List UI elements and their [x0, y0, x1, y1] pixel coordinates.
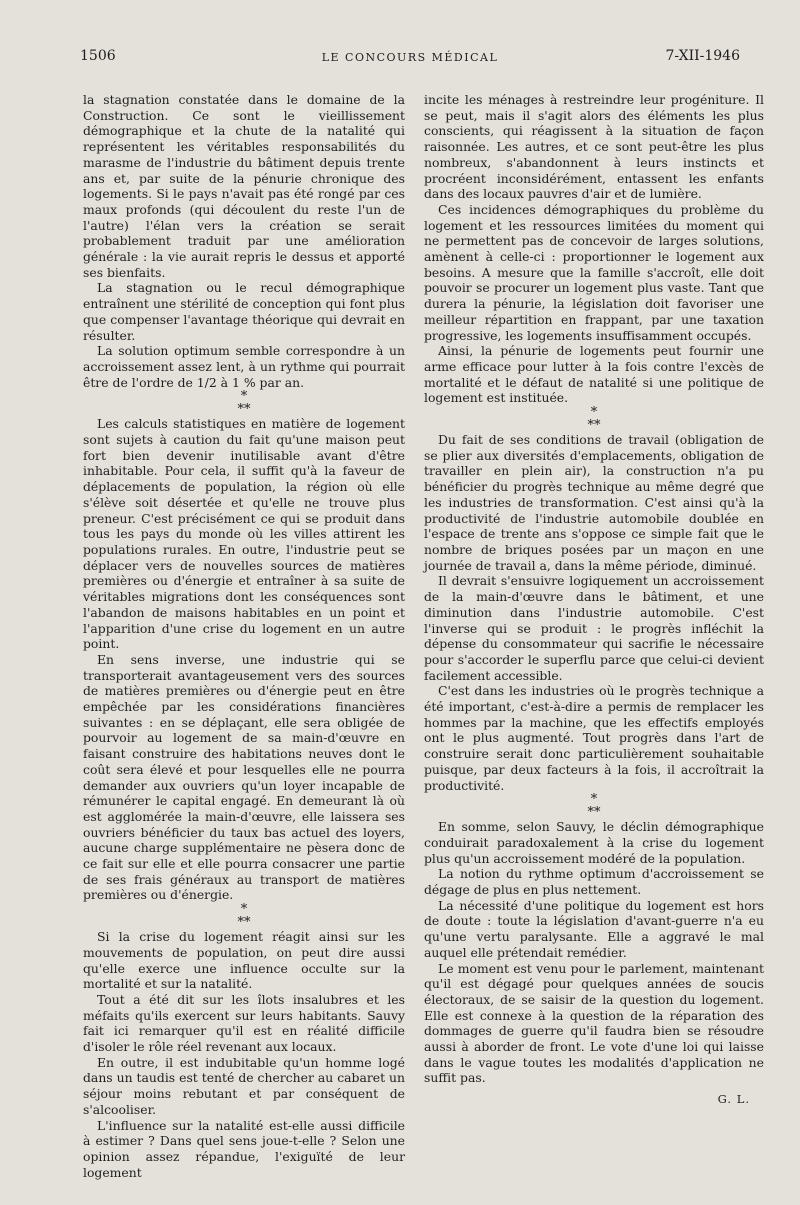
paragraph: Si la crise du logement réagit ainsi sur les mouvements de population, on peut dire aussi qu'elle exerce une influence occulte sur la mortalité et sur la natalité.	[83, 929, 405, 992]
paragraph: Ainsi, la pénurie de logements peut fournir une arme efficace pour lutter à la fois contre l'excès de mortalité et le défaut de natalité si une politique de logement est instituée.	[424, 343, 764, 406]
paragraph: Le moment est venu pour le parlement, maintenant qu'il est dégagé pour quelques années de soucis électoraux, de se saisir de la question du logement. Elle est connexe à la question de la réparation des dommages de guerre qu'il faudra bien se résoudre aussi à aborder de front. Le vote d'une loi qui laisse dans le vague toutes les modalités d'application ne suffit pas.	[424, 960, 764, 1086]
paragraph: La stagnation ou le recul démographique entraînent une stérilité de conception qui font plus que compenser l'avantage théorique qui devrait en résulter.	[83, 280, 405, 343]
journal-title: LE CONCOURS MÉDICAL	[321, 51, 499, 64]
section-separator: * **	[237, 902, 251, 931]
page-number: 1506	[80, 48, 116, 64]
paragraph: Tout a été dit sur les îlots insalubres et les méfaits qu'ils exercent sur leurs habitants. Sauvy fait ici remarquer qu'il est en réalité difficile d'isoler le rôle réel revenant aux locaux.	[83, 991, 405, 1055]
paragraph: C'est dans les industries où le progrès technique a été important, c'est-à-dire a permis de remplacer les hommes par la machine, que les effectifs employés ont le plus augmenté. Tout progrès dans l'art de construire serait donc particulièrement souhaitable puisque, par deux facteurs à la fois, il accroîtrait la productivité.	[424, 683, 764, 793]
paragraph: Du fait de ses conditions de travail (obligation de se plier aux diversités d'emplacements, obligation de travailler en plein air), la construction n'a pu bénéficier du progrès technique au même degré que les industries de transformation. C'est ainsi qu'à la productivité de l'industrie automobile doublée en l'espace de trente ans s'oppose ce simple fait que le nombre de briques posées par un maçon en une journée de travail a, dans la même période, diminué.	[424, 432, 764, 573]
page-header	[80, 48, 740, 68]
paragraph: L'influence sur la natalité est-elle aussi difficile à estimer ? Dans quel sens joue-t-elle ? Selon une opinion assez répandue, l'exiguïté de leur logement	[83, 1117, 405, 1180]
paragraph: La nécessité d'une politique du logement est hors de doute : toute la législation d'avant-guerre n'a eu qu'une vertu paralysante. Elle a aggravé le mal auquel elle prétendait remédier.	[424, 897, 764, 960]
section-separator: * **	[237, 389, 251, 418]
paragraph: En sens inverse, une industrie qui se transporterait avantageusement vers des sources de matières premières ou d'énergie peut en être empêchée par les considérations financières suivantes : en se déplaçant, elle sera obligée de pourvoir au logement de sa main-d'œuvre en faisant construire des habitations neuves dont le coût sera élevé et pour lesquelles elle ne pourra demander aux ouvriers qu'un loyer incapable de rémunérer le capital engagé. En demeurant là où est agglomérée la main-d'œuvre, elle laissera ses ouvriers bénéficier du taux bas actuel des loyers, aucune charge supplémentaire ne pèsera donc de ce fait sur elle et elle pourra consacrer une partie de ses frais généraux au transport de matières premières ou d'énergie.	[83, 651, 405, 903]
paragraph: incite les ménages à restreindre leur progéniture. Il se peut, mais il s'agit alors des éléments les plus conscients, qui réagissent à la situation de façon raisonnée. Les autres, et ce sont peut-être les plus nombreux, s'abandonnent à leurs instincts et procréent inconsidérément, entassent les enfants dans des locaux pauvres d'air et de lumière.	[424, 92, 764, 202]
paragraph: Ces incidences démographiques du problème du logement et les ressources limitées du moment qui ne permettent pas de concevoir de larges solutions, amènent à celle-ci : proportionner le logement aux besoins. A mesure que la famille s'accroît, elle doit pouvoir se procurer un logement plus vaste. Tant que durera la pénurie, la législation doit favoriser une meilleur répartition en frappant, par une taxation progressive, les logements insuffisamment occupés.	[424, 201, 764, 343]
author-signature: G. L.	[717, 1092, 750, 1107]
paragraph: En somme, selon Sauvy, le déclin démographique conduirait paradoxalement à la crise du logement plus qu'un accroissement modéré de la population.	[424, 819, 764, 866]
right-column	[424, 92, 764, 1108]
section-separator: * **	[587, 405, 601, 434]
paragraph: Les calculs statistiques en matière de logement sont sujets à caution du fait qu'une maison peut fort bien devenir inutilisable avant d'être inhabitable. Pour cela, il suffit qu'à la faveur de déplacements de population, la région où elle s'élève soit désertée et qu'elle ne trouve plus preneur. C'est précisément ce qui se produit dans tous les pays du monde où les villes attirent les populations rurales. En outre, l'industrie peut se déplacer vers de nouvelles sources de matières premières ou d'énergie et entraîner à sa suite de véritables migrations dont les conséquences sont l'abandon de maisons habitables en un point et l'apparition d'une crise du logement en un autre point.	[83, 416, 405, 652]
left-column	[83, 92, 405, 1180]
section-separator: * **	[587, 792, 601, 821]
paragraph: la stagnation constatée dans le domaine de la Construction. Ce sont le vieillissement démographique et la chute de la natalité qui représentent les véritables responsabilités du marasme de l'industrie du bâtiment depuis trente ans et, par suite de la pénurie chronique des logements. Si le pays n'avait pas été rongé par ces maux profonds (qui découlent du reste l'un de l'autre) l'élan vers la création se serait probablement traduit par une amélioration générale : la vie aurait repris le dessus et apporté ses bienfaits.	[83, 92, 405, 280]
paragraph: Il devrait s'ensuivre logiquement un accroissement de la main-d'œuvre dans le bâtiment, et une diminution dans l'industrie automobile. C'est l'inverse qui se produit : le progrès infléchit la dépense du consommateur qui sacrifie le nécessaire pour s'accorder le superflu parce que celui-ci devient facilement accessible.	[424, 573, 764, 683]
paragraph: En outre, il est indubitable qu'un homme logé dans un taudis est tenté de chercher au cabaret un séjour moins rebutant et par conséquent de s'alcooliser.	[83, 1054, 405, 1117]
paragraph: La notion du rythme optimum d'accroissement se dégage de plus en plus nettement.	[424, 866, 764, 898]
issue-date: 7-XII-1946	[665, 48, 740, 64]
paragraph: La solution optimum semble correspondre à un accroissement assez lent, à un rythme qui pourrait être de l'ordre de 1/2 à 1 % par an.	[83, 343, 405, 390]
